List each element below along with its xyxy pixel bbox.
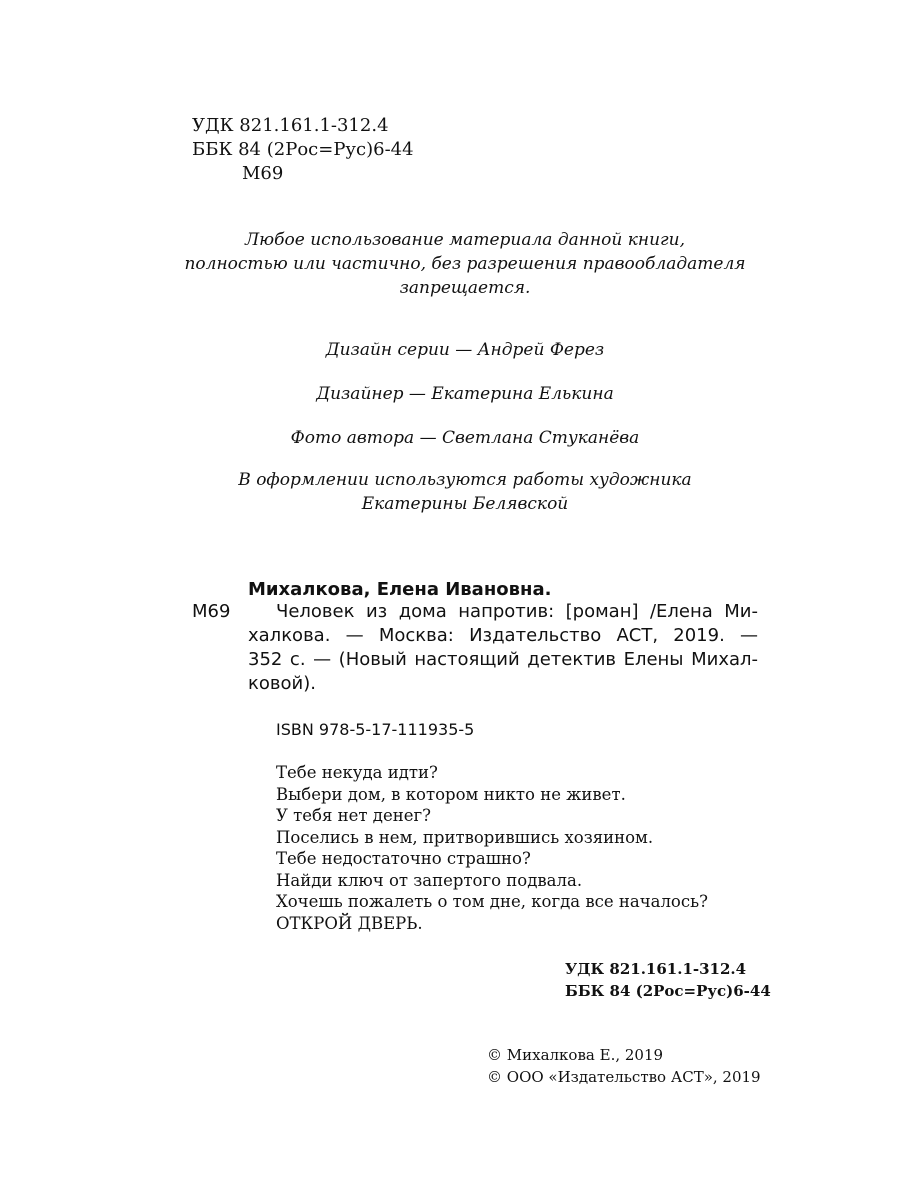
photo-credit: Фото автора — Светлана Стуканёва <box>290 428 640 448</box>
copyright-line: © ООО «Издательство АСТ», 2019 <box>487 1068 761 1086</box>
description-line: ковой). <box>248 673 316 694</box>
artwork-credit-line: Екатерины Белявской <box>361 494 569 514</box>
notice-line: запрещается. <box>399 278 531 298</box>
annotation-line: У тебя нет денег? <box>276 806 431 825</box>
copyright-notice <box>150 228 780 300</box>
classification-codes-bottom <box>565 958 771 1002</box>
description-line: 352 с. — (Новый настоящий детектив Елены Михал- <box>248 649 758 670</box>
notice-line: полностью или частично, без разрешения правообладателя <box>184 254 746 274</box>
udk-code: УДК 821.161.1-312.4 <box>192 115 389 136</box>
artwork-credit <box>150 468 780 516</box>
catalog-description <box>248 600 758 696</box>
udk-code-bottom: УДК 821.161.1-312.4 <box>565 960 747 978</box>
copyright-block <box>487 1044 761 1088</box>
bbk-code: ББК 84 (2Рос=Рус)6-44 <box>192 139 414 160</box>
catalog-author: Михалкова, Елена Ивановна. <box>248 579 552 600</box>
annotation-line: Выбери дом, в котором никто не живет. <box>276 784 626 804</box>
annotation-line: Хочешь пожалеть о том дне, когда все началось? <box>276 892 708 911</box>
series-design-credit: Дизайн серии — Андрей Ферез <box>325 340 605 360</box>
annotation-line: ОТКРОЙ ДВЕРЬ. <box>276 913 423 933</box>
description-line: Человек из дома напротив: [роман] /Елена Ми- <box>276 601 758 622</box>
artwork-credit-line: В оформлении используются работы художника <box>238 470 692 490</box>
notice-line: Любое использование материала данной книги, <box>245 230 685 250</box>
annotation-line: Поселись в нем, притворившись хозяином. <box>276 827 654 847</box>
classification-codes-top <box>192 114 414 186</box>
annotation-line: Найди ключ от запертого подвала. <box>276 870 583 890</box>
annotation-line: Тебе недостаточно страшно? <box>276 849 531 868</box>
author-mark: М69 <box>242 163 284 184</box>
description-line: халкова. — Москва: Издательство АСТ, 2019. — <box>248 625 758 646</box>
bbk-code-bottom: ББК 84 (2Рос=Рус)6-44 <box>565 982 771 1000</box>
annotation-line: Тебе некуда идти? <box>276 763 438 782</box>
annotation <box>276 762 708 934</box>
copyright-line: © Михалкова Е., 2019 <box>487 1046 664 1064</box>
isbn: ISBN 978-5-17-111935-5 <box>276 720 475 739</box>
catalog-author-mark: М69 <box>192 601 231 622</box>
designer-credit: Дизайнер — Екатерина Елькина <box>316 384 614 404</box>
